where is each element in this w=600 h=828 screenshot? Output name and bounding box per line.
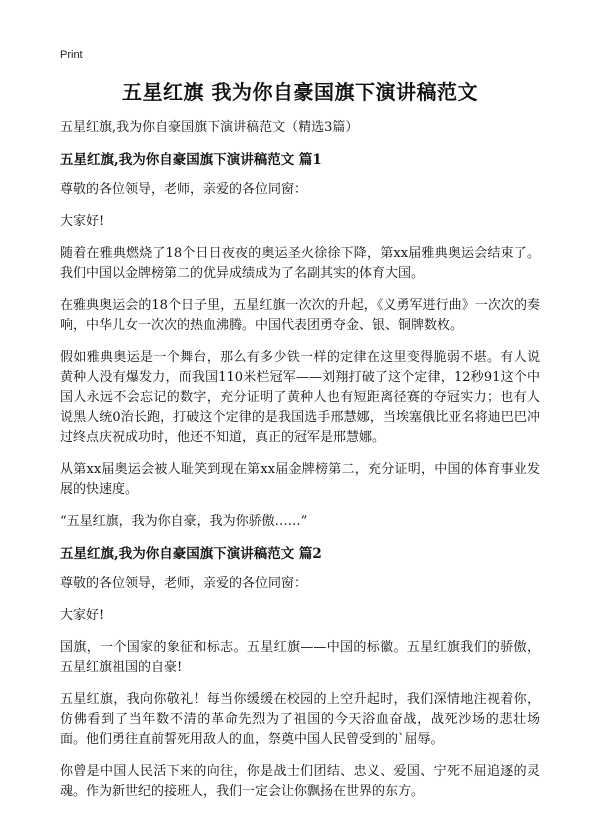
paragraph: 五星红旗，我向你敬礼！每当你缓缓在校园的上空升起时，我们深情地注视着你，仿佛看到了当年数不清的革命先烈为了祖国的今天浴血奋战，战死沙场的悲壮场面。他们勇往直前誓死用敌人的血，祭奠中国人民曾受到的`屈辱。 — [60, 692, 540, 747]
paragraph: 从第xx届奥运会被人耻笑到现在第xx届金牌榜第二，充分证明，中国的体育事业发展的快速度。 — [60, 462, 540, 497]
print-label: Print — [60, 49, 83, 61]
paragraph: 随着在雅典燃烧了18个日日夜夜的奥运圣火徐徐下降，第xx届雅典奥运会结束了。我们中国以金牌榜第二的优异成绩成为了名副其实的体育大国。 — [60, 246, 540, 281]
section-heading: 五星红旗,我为你自豪国旗下演讲稿范文 篇1 — [60, 152, 322, 168]
quote-paragraph: “五星红旗，我为你自豪，我为你骄傲……” — [60, 514, 308, 529]
salutation: 尊敬的各位领导，老师，亲爱的各位同窗： — [60, 182, 308, 197]
document-title: 五星红旗 我为你自豪国旗下演讲稿范文 — [122, 80, 478, 104]
section-1 — [60, 150, 540, 532]
paragraph: 在雅典奥运会的18个日子里，五星红旗一次次的升起，《义勇军进行曲》一次次的奏响，中华儿女一次次的热血沸腾。中国代表团勇夺金、银、铜牌数枚。 — [60, 298, 540, 333]
document-subtitle: 五星红旗,我为你自豪国旗下演讲稿范文（精选3篇） — [60, 120, 359, 135]
paragraph: 国旗，一个国家的象征和标志。五星红旗——中国的标徽。五星红旗我们的骄傲，五星红旗祖国的自豪! — [60, 640, 540, 675]
paragraph: 你曾是中国人民活下来的向往，你是战士们团结、忠义、爱国、宁死不屈追逐的灵魂。作为新世纪的接班人，我们一定会让你飘扬在世界的东方。 — [60, 764, 540, 799]
paragraph: 假如雅典奥运是一个舞台，那么有多少铁一样的定律在这里变得脆弱不堪。有人说黄种人没有爆发力，而我国110米栏冠军——刘翔打破了这个定律，12秒91这个中国人永远不会忘记的数字，充分证明了黄种人也有短距离径赛的夺冠实力；也有人说黑人统0治长跑，打破这个定律的是我国选手邢慧娜，当埃塞俄比亚名将迪巴巴冲过终点庆祝成功时，他还不知道，真正的冠军是邢慧娜。 — [60, 350, 540, 445]
greeting: 大家好! — [60, 608, 105, 623]
salutation: 尊敬的各位领导，老师，亲爱的各位同窗： — [60, 576, 308, 591]
section-2 — [60, 544, 540, 802]
greeting: 大家好! — [60, 214, 105, 229]
section-heading: 五星红旗,我为你自豪国旗下演讲稿范文 篇2 — [60, 546, 322, 562]
